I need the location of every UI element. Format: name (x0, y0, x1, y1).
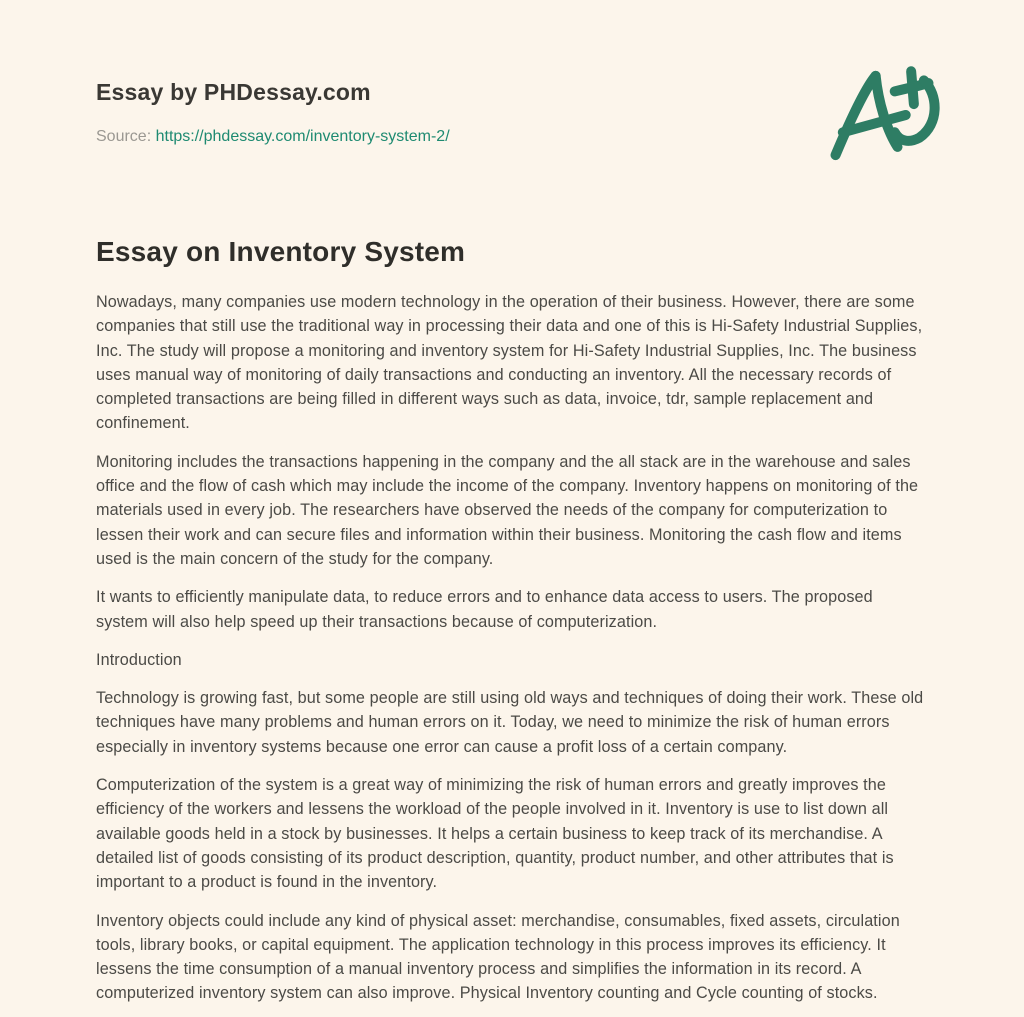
essay-paragraph: Computerization of the system is a great way of minimizing the risk of human errors and greatly improves the efficiency of the workers and lessens the workload of the people involved in it. Inventory is use to list down all available goods held in a stock by businesses. It helps a certain business to keep track of its merchandise. A detailed list of goods consisting of its product description, quantity, product number, and other attributes that is important to a product is found in the inventory. (96, 776, 894, 892)
source-url-link[interactable]: https://phdessay.com/inventory-system-2/ (155, 128, 450, 145)
essay-paragraph: Technology is growing fast, but some people are still using old ways and techniques of doing their work. These old techniques have many problems and human errors on it. Today, we need to minimize the risk of human errors especially in inventory systems because one error can cause a profit loss of a certain company. (96, 689, 924, 756)
source-label: Source: (96, 128, 152, 145)
essay-paragraph: Nowadays, many companies use modern technology in the operation of their business. However, there are some companies that still use the traditional way in processing their data and one of this is Hi-Safety Industrial Supplies, Inc. The study will propose a monitoring and inventory system for Hi-Safety Industrial Supplies, Inc. The business uses manual way of monitoring of daily transactions and conducting an inventory. All the necessary records of completed transactions are being filled in different ways such as data, invoice, tdr, sample replacement and confinement. (96, 293, 923, 433)
essay-paragraph: It wants to efficiently manipulate data, to reduce errors and to enhance data access to users. The proposed system will also help speed up their transactions because of computerization. (96, 588, 873, 631)
document-header (96, 78, 928, 148)
essay-title: Essay on Inventory System (96, 236, 466, 267)
site-title: Essay by PHDessay.com (96, 79, 371, 105)
essay-body (96, 290, 928, 1006)
source-line (96, 126, 928, 148)
essay-paragraph-introduction: Introduction (96, 650, 182, 669)
essay-paragraph: Inventory objects could include any kind of physical asset: merchandise, consumables, fixed assets, circulation tools, library books, or capital equipment. The application technology in this process improves its efficiency. It lessens the time consumption of a manual inventory process and simplifies the information in its record. A computerized inventory system can also improve. Physical Inventory counting and Cycle counting of stocks. (96, 911, 900, 1003)
a-plus-logo-icon (824, 64, 940, 166)
essay-paragraph: Monitoring includes the transactions happening in the company and the all stack are in the warehouse and sales office and the flow of cash which may include the income of the company. Inventory happens on monitoring of the materials used in every job. The researchers have observed the needs of the company for computerization to lessen their work and can secure files and information within their business. Monitoring the cash flow and items used is the main concern of the study for the company. (96, 452, 919, 568)
